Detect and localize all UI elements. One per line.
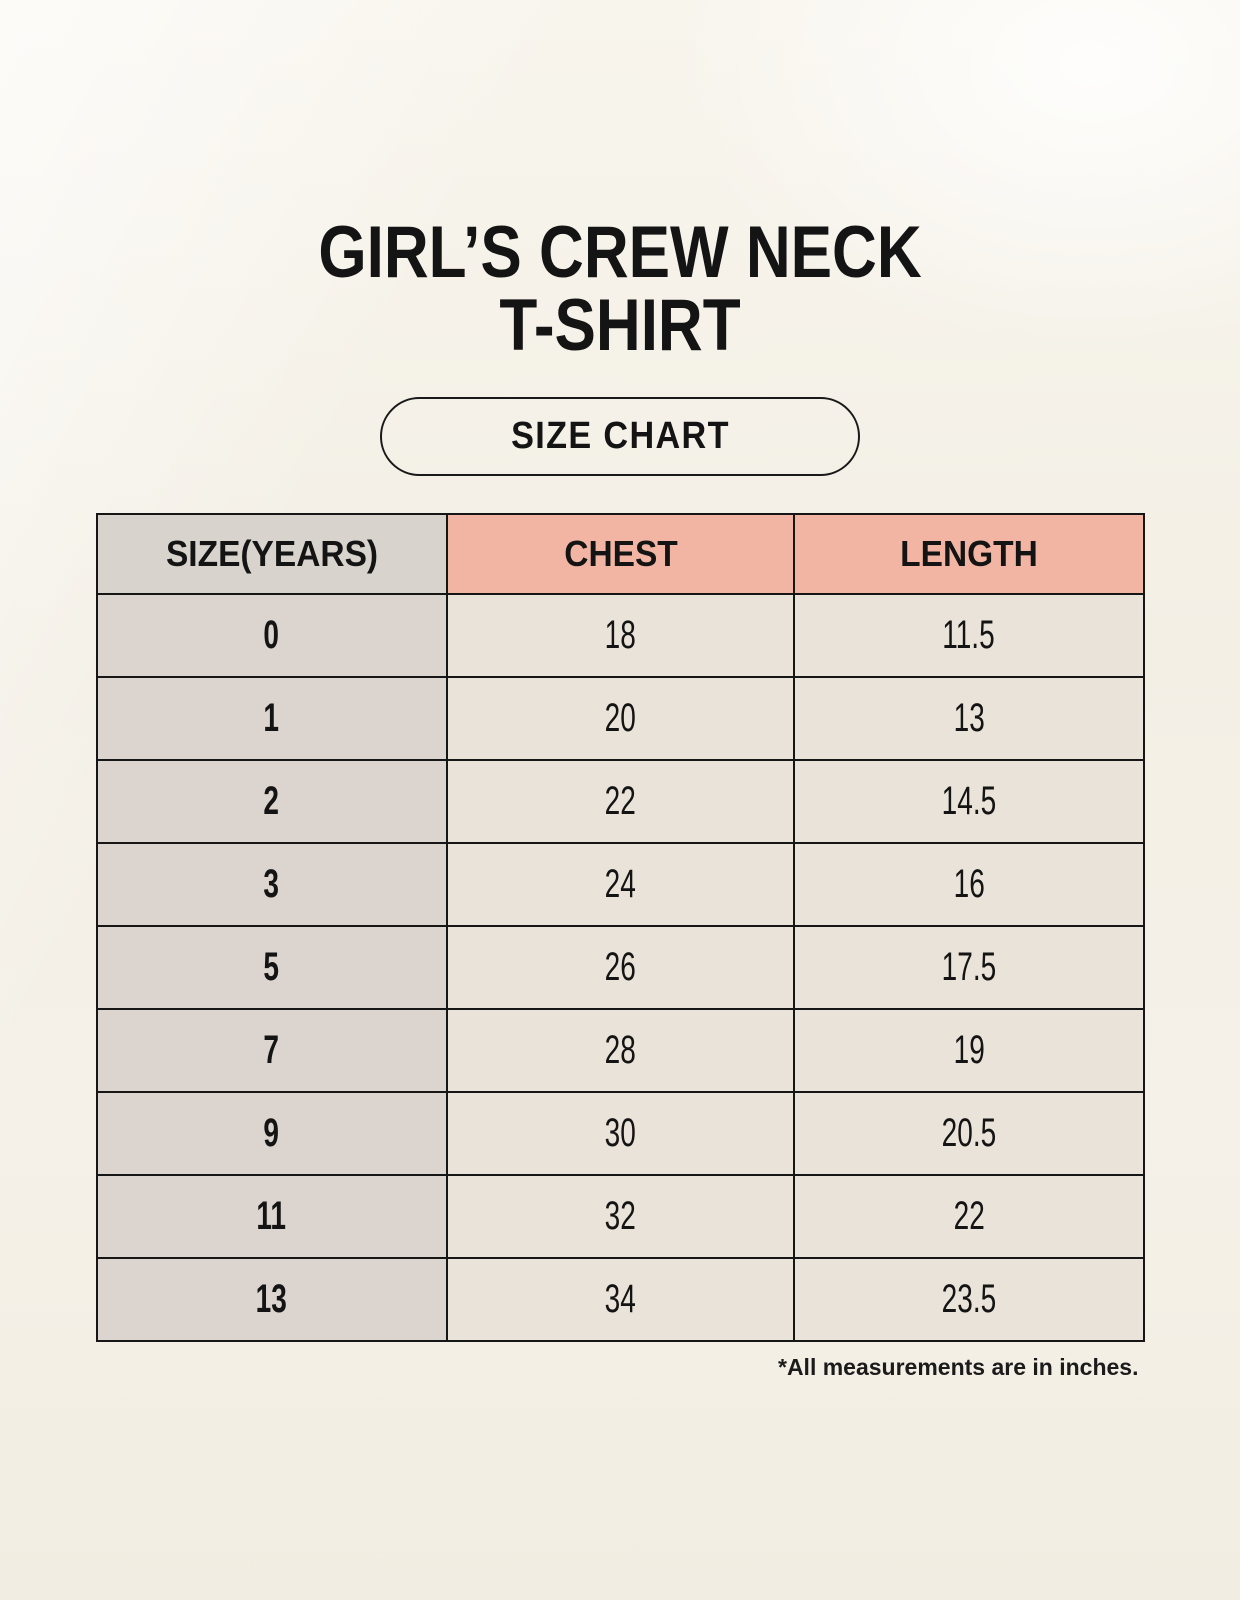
page-title (93, 212, 1147, 366)
chest-cell: 22 (447, 760, 795, 843)
size-cell: 5 (97, 926, 447, 1009)
length-cell: 11.5 (794, 594, 1143, 677)
length-cell: 13 (794, 677, 1143, 760)
size-cell: 11 (97, 1175, 447, 1258)
size-cell: 3 (97, 843, 447, 926)
chest-cell: 24 (447, 843, 795, 926)
size-chart-table (96, 513, 1145, 1342)
header-row (97, 514, 1144, 594)
chest-cell: 18 (447, 594, 795, 677)
chest-cell: 26 (447, 926, 795, 1009)
length-cell: 23.5 (794, 1258, 1143, 1341)
length-cell: 19 (794, 1009, 1143, 1092)
table-row (97, 926, 1144, 1009)
table-row (97, 843, 1144, 926)
table-row (97, 760, 1144, 843)
length-cell: 16 (794, 843, 1143, 926)
column-header-chest: CHEST (447, 514, 795, 594)
table-row (97, 677, 1144, 760)
size-chart-table-body (97, 594, 1144, 1341)
length-cell: 17.5 (794, 926, 1143, 1009)
table-row (97, 594, 1144, 677)
size-cell: 7 (97, 1009, 447, 1092)
column-header-size-years: SIZE(YEARS) (97, 514, 447, 594)
size-cell: 2 (97, 760, 447, 843)
size-cell: 0 (97, 594, 447, 677)
page-title-line2: T-SHIRT (499, 285, 741, 366)
table-row (97, 1175, 1144, 1258)
length-cell: 22 (794, 1175, 1143, 1258)
chest-cell: 20 (447, 677, 795, 760)
size-chart-badge-label: SIZE CHART (510, 415, 730, 457)
table-row (97, 1258, 1144, 1341)
page-title-line1: GIRL’S CREW NECK (318, 212, 922, 293)
size-chart-badge (380, 397, 860, 476)
table-row (97, 1009, 1144, 1092)
column-header-length: LENGTH (794, 514, 1143, 594)
length-cell: 14.5 (794, 760, 1143, 843)
chest-cell: 28 (447, 1009, 795, 1092)
measurements-footnote: *All measurements are in inches. (778, 1354, 1139, 1380)
chest-cell: 32 (447, 1175, 795, 1258)
chest-cell: 30 (447, 1092, 795, 1175)
size-cell: 13 (97, 1258, 447, 1341)
chest-cell: 34 (447, 1258, 795, 1341)
table-row (97, 1092, 1144, 1175)
size-cell: 9 (97, 1092, 447, 1175)
length-cell: 20.5 (794, 1092, 1143, 1175)
size-cell: 1 (97, 677, 447, 760)
size-chart-table-header (97, 514, 1144, 594)
size-chart-table-wrap (96, 513, 1145, 1381)
